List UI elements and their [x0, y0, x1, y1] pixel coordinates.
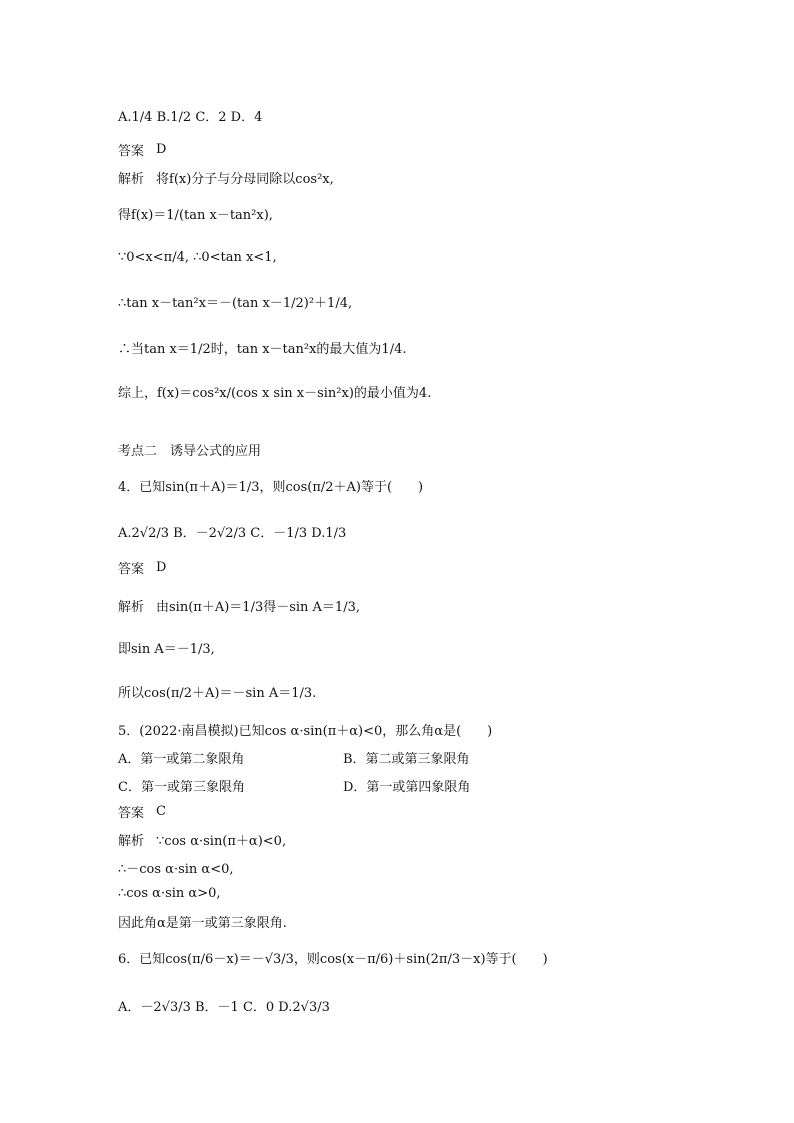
analysis-text: 将f(x)分子与分母同除以cos²x,: [156, 171, 334, 187]
analysis-text: 由sin(π＋A)＝1/3得－sin A＝1/3,: [156, 599, 360, 615]
q3-analysis-4: [118, 286, 352, 316]
q4-analysis-3: [118, 676, 316, 706]
analysis-text: ∴－cos α·sin α<0,: [118, 861, 234, 877]
option-a: A．第一或第二象限角: [118, 751, 245, 767]
q3-options: [118, 100, 262, 130]
question-text: 4．已知sin(π＋A)＝1/3，则cos(π/2＋A)等于( ): [118, 479, 424, 495]
q4-options: [118, 516, 346, 546]
analysis-text: ∴cos α·sin α>0,: [118, 885, 221, 901]
analysis-text: 所以cos(π/2＋A)＝－sin A＝1/3.: [118, 685, 317, 701]
q5-analysis-1: [118, 824, 286, 854]
analysis-label: 解析: [118, 171, 145, 187]
analysis-label: 解析: [118, 833, 145, 849]
section-title-text: 考点二 诱导公式的应用: [118, 443, 262, 459]
answer-value: C: [156, 803, 166, 819]
q3-analysis-1: [118, 162, 334, 192]
q3-answer: [118, 134, 166, 164]
question-text: 6．已知cos(π/6－x)＝－√3/3，则cos(x－π/6)＋sin(2π/3－x)等于( ): [118, 951, 548, 967]
section-title: [118, 434, 261, 464]
answer-value: D: [156, 141, 167, 157]
analysis-text: 得f(x)＝1/(tan x－tan²x),: [118, 207, 273, 223]
analysis-text: 综上，f(x)＝cos²x/(cos x sin x－sin²x)的最小值为4.: [118, 385, 432, 401]
q5-analysis-4: [118, 906, 287, 936]
q5-analysis-3: [118, 878, 221, 908]
answer-value: D: [156, 559, 167, 575]
analysis-text: ∵cos α·sin(π＋α)<0,: [156, 833, 287, 849]
analysis-label: 解析: [118, 599, 145, 615]
options-text: A.2√2/3 B．－2√2/3 C．－1/3 D.1/3: [118, 525, 347, 541]
option-c: C．第一或第三象限角: [118, 779, 245, 795]
analysis-text: ∵0<x<π/4, ∴0<tan x<1,: [118, 249, 277, 265]
q4-answer: [118, 552, 166, 582]
options-text: A．－2√3/3 B．－1 C．0 D.2√3/3: [118, 999, 330, 1015]
analysis-text: 因此角α是第一或第三象限角.: [118, 915, 287, 931]
answer-label: 答案: [118, 805, 145, 821]
analysis-text: 即sin A＝－1/3,: [118, 641, 215, 657]
q5-answer: [118, 796, 166, 826]
option-d: D．第一或第四象限角: [343, 779, 471, 795]
q4-analysis-2: [118, 632, 215, 662]
q5-stem: [118, 714, 492, 744]
q3-analysis-3: [118, 242, 277, 272]
analysis-text: ∴tan x－tan²x＝－(tan x－1/2)²＋1/4,: [118, 295, 353, 311]
q5-options-row-2: [118, 770, 470, 800]
q3-analysis-6: [118, 376, 431, 406]
q3-analysis-5: [118, 332, 407, 362]
option-b: B．第二或第三象限角: [343, 751, 470, 767]
analysis-text: ∴当tan x＝1/2时，tan x－tan²x的最大值为1/4.: [118, 341, 407, 357]
q6-options: [118, 990, 330, 1020]
q3-analysis-2: [118, 198, 273, 228]
q3-options-text: A.1/4 B.1/2 C．2 D．4: [118, 109, 263, 125]
q6-stem: [118, 942, 548, 972]
question-text: 5．(2022·南昌模拟)已知cos α·sin(π＋α)<0，那么角α是( ): [118, 723, 493, 739]
q4-analysis-1: [118, 590, 360, 620]
q5-options-row-1: [118, 742, 470, 772]
q4-stem: [118, 470, 423, 500]
answer-label: 答案: [118, 561, 145, 577]
answer-label: 答案: [118, 143, 145, 159]
